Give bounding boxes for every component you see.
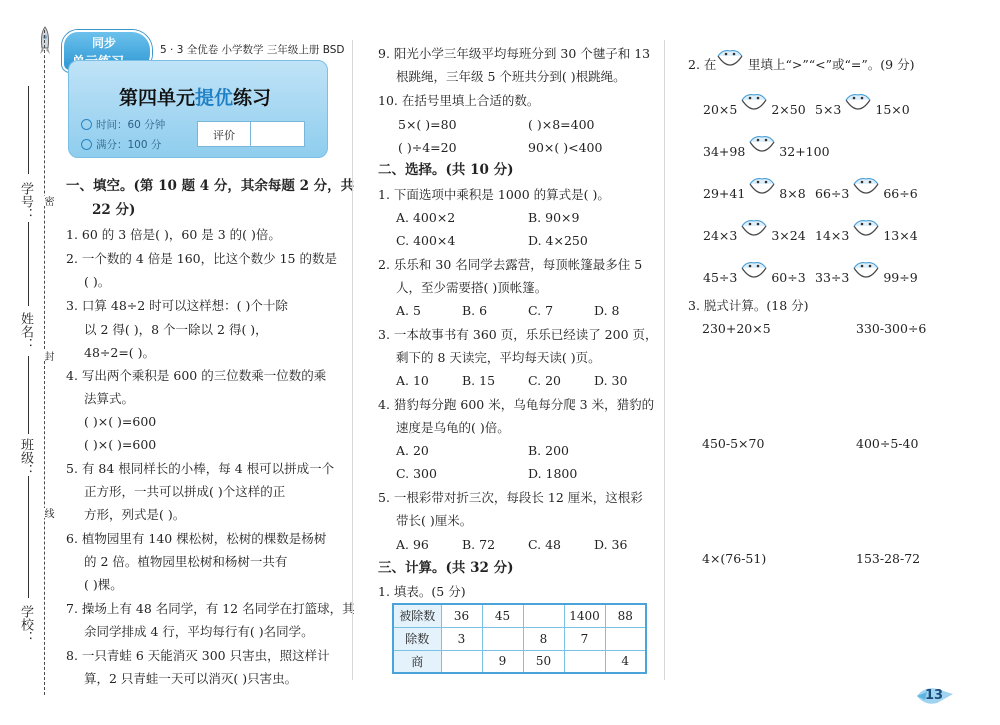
q5-line3: 方形，列式是( )。 — [84, 507, 186, 522]
table-cell: 1400 — [564, 604, 605, 627]
table-cell: 45 — [482, 604, 523, 627]
q1: 1. 60 的 3 倍是( )，60 是 3 的( )倍。 — [66, 227, 281, 242]
evaluation-label: 评价 — [213, 129, 235, 142]
title-highlight: 提优 — [195, 87, 234, 109]
compare-answer-bubble[interactable] — [851, 175, 881, 205]
page-title — [119, 83, 271, 110]
school-label: 学校： — [18, 605, 33, 644]
page-number-badge — [915, 686, 955, 706]
compare-answer-bubble[interactable] — [851, 259, 881, 289]
compare-item — [815, 223, 918, 247]
q6-line2: 的 2 倍。植物园里松树和杨树一共有 — [84, 554, 288, 569]
table-cell: 4 — [605, 650, 646, 673]
compare-answer-bubble[interactable] — [739, 217, 769, 247]
c4-option-a[interactable]: A. 20 — [396, 443, 429, 458]
q10-a: 5×( )=80 — [398, 117, 457, 132]
q4-line3: ( )×( )=600 — [84, 414, 157, 429]
table-row-header: 被除数 — [393, 604, 441, 627]
compare-prompt-post: 里填上“>”“<”或“=”。(9 分) — [748, 57, 915, 72]
q4-line4: ( )×( )=600 — [84, 437, 157, 452]
q2-line2: ( )。 — [84, 274, 111, 289]
table-cell: 50 — [523, 650, 564, 673]
q6-line3: ( )棵。 — [84, 577, 123, 592]
expr-1: 230+20×5 — [702, 321, 771, 336]
table-row-header: 商 — [393, 650, 441, 673]
c1-option-a[interactable]: A. 400×2 — [396, 210, 456, 225]
c4-stem-2: 速度是乌龟的( )倍。 — [396, 420, 510, 435]
q2-line1: 2. 一个数的 4 倍是 160，比这个数少 15 的数是 — [66, 251, 337, 266]
compare-item — [703, 265, 806, 289]
school-field[interactable] — [28, 476, 29, 598]
c2-stem-1: 2. 乐乐和 30 名同学去露营，每顶帐篷最多住 5 — [378, 257, 643, 272]
seal-mark-1: 密 — [42, 196, 53, 206]
compare-answer-bubble[interactable] — [739, 259, 769, 289]
compare-left-expr: 20×5 — [703, 101, 738, 117]
c3-option-d[interactable]: D. 30 — [594, 373, 628, 388]
student-no-field[interactable] — [28, 86, 29, 174]
q7-line1: 7. 操场上有 48 名同学，有 12 名同学在打篮球，其 — [66, 601, 355, 616]
q6-line1: 6. 植物园里有 140 棵松树，松树的棵数是杨树 — [66, 531, 327, 546]
header-panel — [68, 60, 328, 158]
table-row — [393, 627, 646, 650]
q3-line2: 以 2 得( )，8 个一除以 2 得( )， — [84, 322, 268, 337]
compare-item — [815, 97, 910, 121]
evaluation-box — [197, 121, 305, 147]
c4-option-b[interactable]: B. 200 — [528, 443, 569, 458]
table-cell: 8 — [523, 627, 564, 650]
expr-5: 4×(76-51) — [702, 551, 767, 566]
table-cell: 7 — [564, 627, 605, 650]
work-area-2[interactable] — [854, 342, 994, 428]
q10-b: ( )×8=400 — [528, 117, 595, 132]
c2-stem-2: 人，至少需要搭( )顶帐篷。 — [396, 280, 548, 295]
c5-option-a[interactable]: A. 96 — [396, 537, 429, 552]
student-no-label: 学号： — [18, 182, 33, 221]
compare-right-expr: 32+100 — [779, 143, 830, 159]
time-info: 时间：60 分钟 — [96, 119, 166, 131]
c4-option-d[interactable]: D. 1800 — [528, 466, 578, 481]
table-row — [393, 604, 646, 627]
q8-line2: 算，2 只青蛙一天可以消灭( )只害虫。 — [84, 671, 298, 686]
q9-line1: 9. 阳光小学三年级平均每班分到 30 个毽子和 13 — [378, 46, 651, 61]
compare-left-expr: 14×3 — [815, 227, 850, 243]
fill-table-title: 1. 填表。(5 分) — [378, 584, 466, 599]
check-icon — [81, 139, 92, 150]
compare-answer-bubble[interactable] — [843, 91, 873, 121]
q10-d: 90×( )<400 — [528, 140, 603, 155]
table-row-header: 除数 — [393, 627, 441, 650]
c1-option-c[interactable]: C. 400×4 — [396, 233, 456, 248]
score-info: 满分：100 分 — [96, 139, 162, 151]
c2-option-b[interactable]: B. 6 — [462, 303, 488, 318]
binding-dashed-line — [44, 30, 45, 695]
table-cell: 3 — [441, 627, 482, 650]
compare-left-expr: 66÷3 — [815, 185, 850, 201]
class-field[interactable] — [28, 356, 29, 434]
compare-item — [815, 265, 918, 289]
c3-option-c[interactable]: C. 20 — [528, 373, 561, 388]
compare-answer-bubble[interactable] — [747, 175, 777, 205]
compare-right-expr: 8×8 — [779, 185, 806, 201]
c4-stem-1: 4. 猎豹每分跑 600 米，乌龟每分爬 3 米，猎豹的 — [378, 397, 655, 412]
compare-right-expr: 3×24 — [771, 227, 806, 243]
section-2-heading: 二、选择。(共 10 分) — [378, 162, 514, 178]
seal-mark-3: 线 — [42, 508, 53, 518]
compare-item — [703, 139, 830, 163]
division-table — [392, 603, 647, 674]
compare-right-expr: 99÷9 — [883, 269, 918, 285]
compare-answer-bubble[interactable] — [851, 217, 881, 247]
section-1-heading: 一、填空。(第 10 题 4 分，其余每题 2 分，共 — [66, 178, 355, 194]
q5-line2: 正方形，一共可以拼成( )个这样的正 — [84, 484, 286, 499]
expand-calc-heading: 3. 脱式计算。(18 分) — [688, 298, 809, 313]
compare-right-expr: 66÷6 — [883, 185, 918, 201]
compare-item — [703, 223, 806, 247]
series-caption: 5 · 3 全优卷 小学数学 三年级上册 BSD — [160, 44, 345, 56]
c3-stem-1: 3. 一本故事书有 360 页，乐乐已经读了 200 页， — [378, 327, 658, 342]
compare-answer-bubble[interactable] — [739, 91, 769, 121]
compare-left-expr: 5×3 — [815, 101, 842, 117]
class-label: 班级： — [18, 438, 33, 477]
c1-stem: 1. 下面选项中乘积是 1000 的算式是( )。 — [378, 187, 610, 202]
compare-answer-bubble[interactable] — [747, 133, 777, 163]
c5-stem-1: 5. 一根彩带对折三次，每段长 12 厘米，这根彩 — [378, 490, 643, 505]
clock-icon — [81, 119, 92, 130]
compare-right-expr: 2×50 — [771, 101, 806, 117]
table-row — [393, 650, 646, 673]
table-cell: 9 — [482, 650, 523, 673]
compare-left-expr: 34+98 — [703, 143, 746, 159]
c5-option-c[interactable]: C. 48 — [528, 537, 561, 552]
c5-option-b[interactable]: B. 72 — [462, 537, 496, 552]
compare-right-expr: 15×0 — [875, 101, 910, 117]
q10: 10. 在括号里填上合适的数。 — [378, 93, 540, 108]
c2-option-a[interactable]: A. 5 — [396, 303, 421, 318]
q9-line2: 根跳绳，三年级 5 个班共分到( )根跳绳。 — [396, 69, 626, 84]
frog-egg-bubble-icon — [715, 47, 745, 73]
c1-option-d[interactable]: D. 4×250 — [528, 233, 588, 248]
compare-right-expr: 60÷3 — [771, 269, 806, 285]
expr-4: 400÷5-40 — [856, 436, 919, 451]
q3-line3: 48÷2=( )。 — [84, 345, 156, 360]
table-cell[interactable] — [441, 650, 482, 673]
q5-line1: 5. 有 84 根同样长的小棒，每 4 根可以拼成一个 — [66, 461, 335, 476]
table-cell[interactable] — [564, 650, 605, 673]
compare-item — [703, 97, 806, 121]
expr-2: 330-300÷6 — [856, 321, 927, 336]
q3-line1: 3. 口算 48÷2 时可以这样想：( )个十除 — [66, 298, 288, 313]
compare-left-expr: 24×3 — [703, 227, 738, 243]
compare-left-expr: 45÷3 — [703, 269, 738, 285]
c1-option-b[interactable]: B. 90×9 — [528, 210, 580, 225]
badge-line-1: 同步 — [92, 36, 117, 50]
c3-stem-2: 剩下的 8 天读完，平均每天读( )页。 — [396, 350, 601, 365]
expr-6: 153-28-72 — [856, 551, 921, 566]
column-divider-1 — [352, 40, 353, 680]
table-cell[interactable] — [482, 627, 523, 650]
seal-mark-2: 封 — [42, 351, 53, 361]
c5-stem-2: 带长( )厘米。 — [396, 513, 473, 528]
compare-right-expr: 13×4 — [883, 227, 918, 243]
table-cell[interactable] — [605, 627, 646, 650]
c3-option-a[interactable]: A. 10 — [396, 373, 429, 388]
q10-c: ( )÷4=20 — [398, 140, 457, 155]
compare-item — [815, 181, 918, 205]
compare-item — [703, 181, 806, 205]
table-cell: 36 — [441, 604, 482, 627]
c4-option-c[interactable]: C. 300 — [396, 466, 437, 481]
rocket-icon — [38, 26, 52, 56]
title-part-2: 练习 — [233, 87, 272, 109]
c5-option-d[interactable]: D. 36 — [594, 537, 628, 552]
q4-line2: 法算式。 — [84, 391, 135, 406]
compare-left-expr: 29+41 — [703, 185, 746, 201]
compare-left-expr: 33÷3 — [815, 269, 850, 285]
section-3-heading: 三、计算。(共 32 分) — [378, 560, 514, 576]
table-cell[interactable] — [523, 604, 564, 627]
expr-3: 450-5×70 — [702, 436, 765, 451]
q8-line1: 8. 一只青蛙 6 天能消灭 300 只害虫，照这样计 — [66, 648, 330, 663]
name-label: 姓名： — [18, 312, 33, 351]
c3-option-b[interactable]: B. 15 — [462, 373, 496, 388]
c2-option-d[interactable]: D. 8 — [594, 303, 620, 318]
name-field[interactable] — [28, 222, 29, 306]
compare-prompt-pre: 2. 在 — [688, 57, 717, 72]
work-area-1[interactable] — [700, 342, 840, 428]
evaluation-field[interactable] — [250, 122, 251, 146]
page-number: 13 — [925, 688, 944, 703]
column-divider-2 — [664, 40, 665, 680]
q7-line2: 余同学排成 4 行，平均每行有( )名同学。 — [84, 624, 314, 639]
c2-option-c[interactable]: C. 7 — [528, 303, 554, 318]
q4-line1: 4. 写出两个乘积是 600 的三位数乘一位数的乘 — [66, 368, 327, 383]
section-1-heading-cont: 22 分) — [92, 202, 136, 218]
title-part-1: 第四单元 — [119, 87, 196, 109]
table-cell: 88 — [605, 604, 646, 627]
